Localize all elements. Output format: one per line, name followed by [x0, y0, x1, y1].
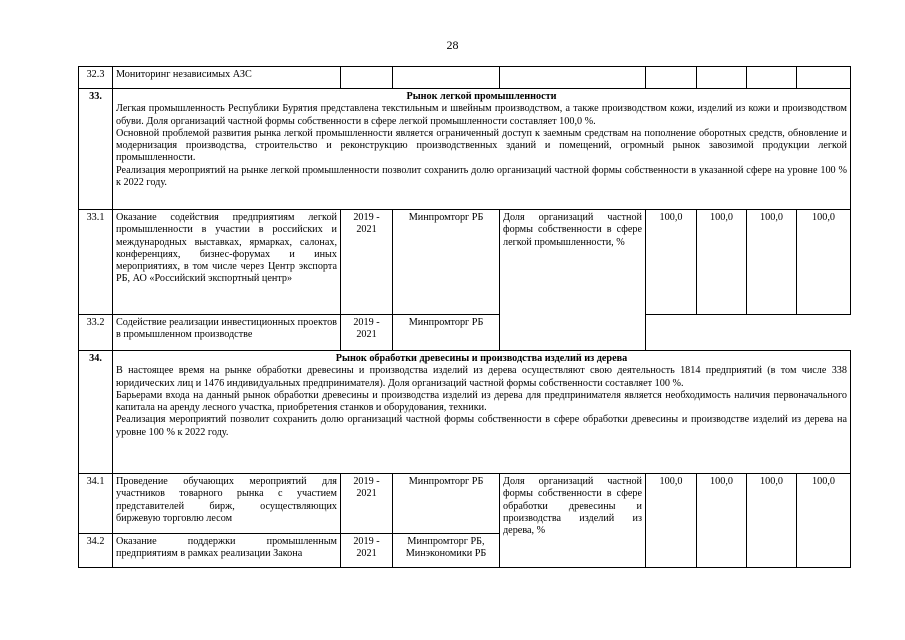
section-content	[113, 351, 851, 474]
row-number: 34.1	[79, 474, 113, 534]
section-title: Рынок обработки древесины и производства изделий из дерева	[335, 353, 628, 364]
page-number: 28	[446, 38, 459, 52]
measure-text: Оказание содействия предприятиям легкой промышленности в участии в российских и международных выставках, ярмарках, салонах, конференциях, бизнес-форумах и иных мероприятиях, в том числе через Центр экспорта РБ, АО «Российский экспортный центр»	[113, 210, 341, 315]
measure-text: Мониторинг независимых АЗС	[113, 67, 341, 89]
executor-cell: Минпромторг РБ	[393, 210, 500, 315]
executor-cell	[393, 67, 500, 89]
indicator-cell: Доля организаций частной формы собственности в сфере обработки древесины и производства изделий из дерева, %	[500, 474, 646, 568]
row-number: 34.2	[79, 534, 113, 568]
measure-text: Оказание поддержки промышленным предприятиям в рамках реализации Закона	[113, 534, 341, 568]
table-row-34-1	[79, 474, 851, 534]
value-cell	[797, 67, 851, 89]
period-cell: 2019 - 2021	[341, 315, 393, 351]
period-cell: 2019 - 2021	[341, 210, 393, 315]
period-cell: 2019 - 2021	[341, 534, 393, 568]
value-cell: 100,0	[646, 210, 697, 315]
measure-text: Содействие реализации инвестиционных проектов в промышленном производстве	[113, 315, 341, 351]
section-title: Рынок легкой промышленности	[406, 91, 557, 102]
table-row-33-2	[79, 315, 851, 351]
section-paragraph: В настоящее время на рынке обработки древесины и производства изделий из дерева осуществляют свою деятельность 1814 предприятий (в том числе 338 юридических лиц и 1476 индивидуальных предпринимателя). Доля организаций частной формы собственности составляет 100 %.	[116, 365, 847, 389]
value-cell: 100,0	[697, 210, 747, 315]
section-paragraph: Реализация мероприятий на рынке легкой промышленности позволит сохранить долю организаций частной формы собственности в указанной сфере на уровне 100 % к 2022 году.	[116, 164, 847, 189]
section-row-34	[79, 351, 851, 474]
period-cell	[341, 67, 393, 89]
section-paragraph: Барьерами входа на данный рынок обработки древесины и производства изделий из дерева для предпринимателя является необходимость наличия первоначального капитала на аренду лесного участка, приобретения станков и оборудования, техники.	[116, 389, 847, 414]
value-cell	[747, 67, 797, 89]
value-cell	[697, 67, 747, 89]
measures-table	[78, 66, 851, 568]
section-content	[113, 89, 851, 210]
executor-cell: Минпромторг РБ, Минэкономики РБ	[393, 534, 500, 568]
measure-text: Проведение обучающих мероприятий для участников товарного рынка с участием представителей бирж, осуществляющих биржевую торговлю лесом	[113, 474, 341, 534]
row-number: 33.2	[79, 315, 113, 351]
indicator-cell	[500, 67, 646, 89]
value-cell: 100,0	[646, 474, 697, 568]
value-cell: 100,0	[747, 210, 797, 315]
value-cell: 100,0	[797, 210, 851, 315]
value-cell: 100,0	[697, 474, 747, 568]
period-cell: 2019 - 2021	[341, 474, 393, 534]
section-paragraph: Реализация мероприятий позволит сохранить долю организаций частной формы собственности в сфере обработки древесины и производстве изделий из дерева на уровне 100 % к 2022 году.	[116, 414, 847, 438]
table-row-32-3	[79, 67, 851, 89]
value-cell: 100,0	[747, 474, 797, 568]
row-number: 33.1	[79, 210, 113, 315]
executor-cell: Минпромторг РБ	[393, 315, 500, 351]
value-cell: 100,0	[797, 474, 851, 568]
section-number: 34.	[79, 351, 113, 474]
indicator-cell: Доля организаций частной формы собственности в сфере легкой промышленности, %	[500, 210, 646, 351]
section-number: 33.	[79, 89, 113, 210]
section-paragraph: Основной проблемой развития рынка легкой промышленности является ограниченный доступ к заемным средствам на пополнение оборотных средств, обновление и модернизация производства, строительство и реконструкцию производственных зданий и помещений, огромный рынок завозимой продукции легкой промышленности.	[116, 127, 847, 164]
section-paragraph: Легкая промышленность Республики Бурятия представлена текстильным и швейным производством, а также производством кожи, изделий из кожи и производством обуви. Доля организаций частной формы собственности в сфере легкой промышленности составляет 100,0 %.	[116, 103, 847, 127]
value-cell	[646, 67, 697, 89]
executor-cell: Минпромторг РБ	[393, 474, 500, 534]
table-row-33-1	[79, 210, 851, 315]
section-row-33	[79, 89, 851, 210]
row-number: 32.3	[79, 67, 113, 89]
